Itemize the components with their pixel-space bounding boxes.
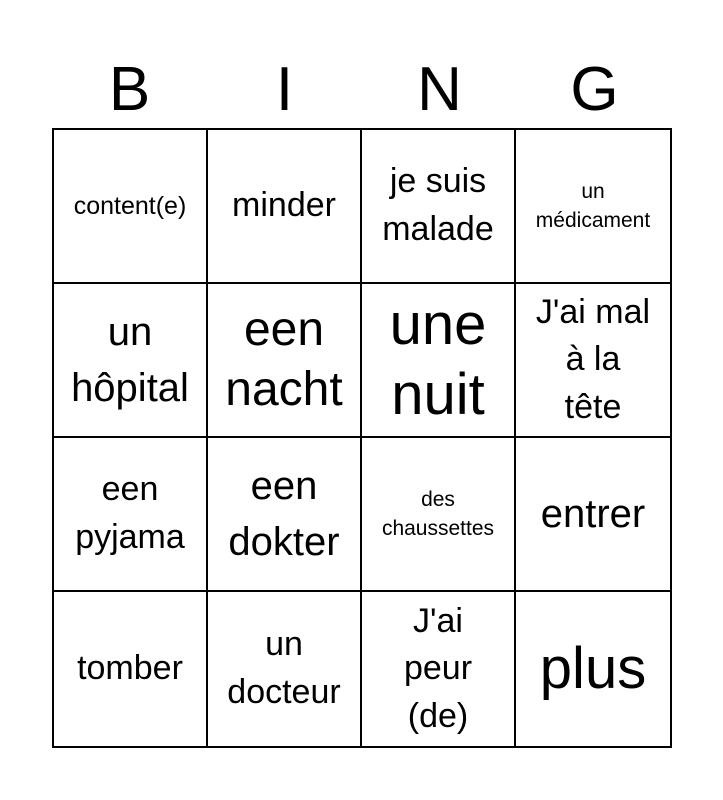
bingo-cell[interactable] [54, 438, 208, 592]
bingo-cell-text: un médicament [535, 179, 651, 232]
bingo-cell[interactable] [516, 438, 670, 592]
bingo-cell-text: een nacht [225, 303, 343, 416]
bingo-cell[interactable] [362, 438, 516, 592]
header-letter-n: N [417, 55, 462, 124]
bingo-cell[interactable] [208, 592, 362, 746]
bingo-cell[interactable] [516, 592, 670, 746]
bingo-cell[interactable] [516, 130, 670, 284]
bingo-cell-text: entrer [540, 492, 646, 536]
header-letter-i: I [275, 55, 294, 124]
bingo-cell[interactable] [208, 130, 362, 284]
bingo-cell-text: content(e) [73, 192, 187, 220]
bingo-cell-text: plus [539, 636, 647, 702]
bingo-cell-text: un hôpital [71, 310, 189, 410]
bingo-cell-text: J'ai peur (de) [403, 601, 473, 735]
bingo-cell[interactable] [362, 592, 516, 746]
bingo-header [52, 52, 672, 128]
bingo-cell[interactable] [362, 130, 516, 284]
bingo-cell-text: een dokter [228, 464, 340, 564]
header-letter-g: G [570, 55, 619, 124]
bingo-cell-text: een pyjama [75, 470, 185, 556]
bingo-cell-text: minder [232, 186, 336, 225]
bingo-cell[interactable] [516, 284, 670, 438]
bingo-cell[interactable] [208, 284, 362, 438]
bingo-cell-text: tomber [77, 649, 183, 688]
bingo-cell-text: des chaussettes [381, 487, 495, 540]
bingo-grid [52, 128, 672, 748]
bingo-cell[interactable] [54, 130, 208, 284]
bingo-cell-text: je suis malade [382, 162, 494, 248]
bingo-cell[interactable] [54, 592, 208, 746]
header-letter-b: B [108, 55, 151, 124]
bingo-cell-text: un docteur [227, 625, 341, 711]
bingo-cell-text: J'ai mal à la tête [535, 292, 651, 426]
bingo-cell[interactable] [362, 284, 516, 438]
bingo-cell-text: une nuit [389, 292, 487, 427]
bingo-cell[interactable] [54, 284, 208, 438]
bingo-cell[interactable] [208, 438, 362, 592]
